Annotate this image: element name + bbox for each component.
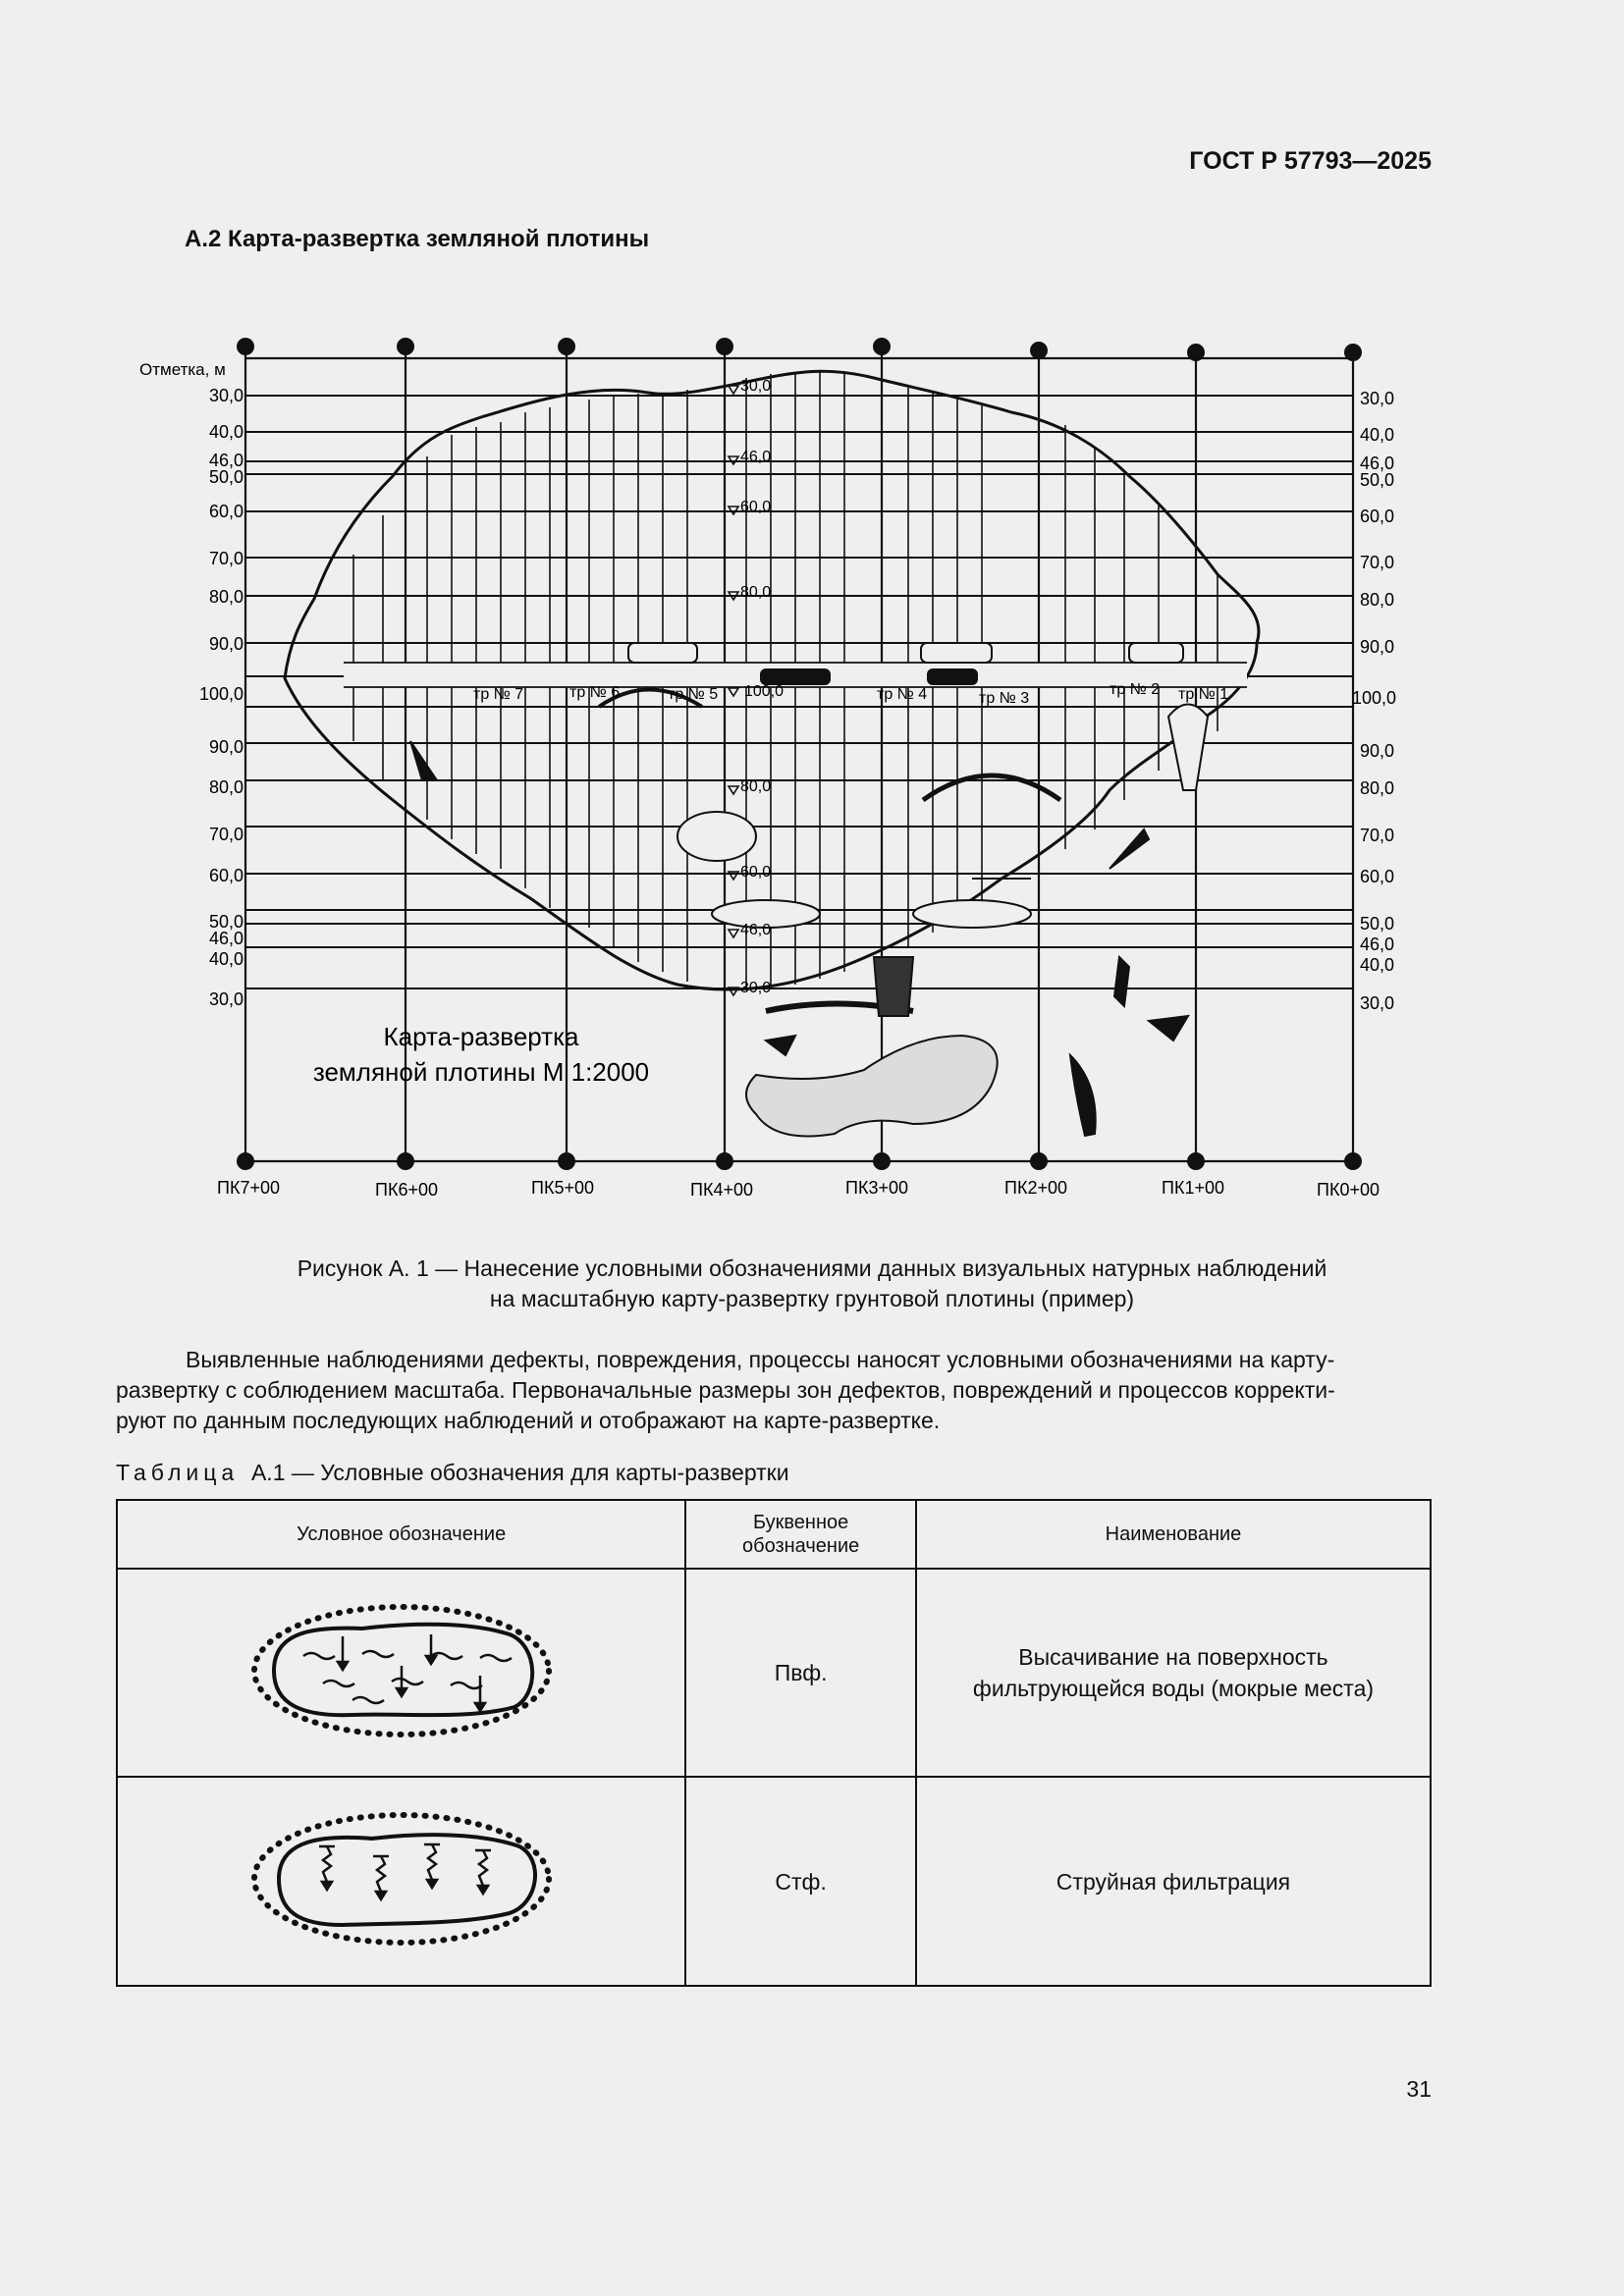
elev-right: 100,0: [1352, 688, 1397, 708]
jet-filtration-icon: [244, 1805, 559, 1952]
elev-left: 60,0: [208, 866, 244, 885]
name-cell: [916, 1569, 1431, 1777]
map-title: Карта-развертка: [383, 1022, 579, 1051]
name-line: Струйная фильтрация: [1056, 1868, 1291, 1895]
picket-label: ПК5+00: [531, 1178, 594, 1198]
body-paragraph-line: развертку с соблюдением масштаба. Первоначальные размеры зон дефектов, повреждений и процессов корректи-: [116, 1377, 1335, 1403]
elev-left: 50,0: [208, 467, 244, 487]
body-paragraph-line: руют по данным последующих наблюдений и отображают на карте-развертке.: [116, 1408, 941, 1433]
section-title: А.2 Карта-развертка земляной плотины: [185, 226, 650, 252]
picket-label: ПК1+00: [1162, 1178, 1224, 1198]
elev-right: 80,0: [1360, 778, 1395, 798]
elev-left: 40,0: [208, 949, 244, 969]
figure-caption: Рисунок А. 1 — Нанесение условными обозначениями данных визуальных натурных наблюдений: [297, 1255, 1327, 1281]
elev-right: 90,0: [1360, 741, 1395, 761]
code-cell: Стф.: [685, 1777, 916, 1986]
table-title-rest: А.1 — Условные обозначения для карты-развертки: [250, 1460, 789, 1485]
elev-left: 40,0: [208, 422, 244, 442]
elev-right: 60,0: [1360, 507, 1395, 526]
center-mark: 46,0: [740, 449, 772, 465]
seepage-wet-area-icon: [244, 1597, 559, 1744]
header-name: Наименование: [916, 1500, 1431, 1569]
tube-label: тр № 1: [1178, 686, 1229, 703]
picket-label: ПК0+00: [1317, 1180, 1380, 1200]
header-symbol: Условное обозначение: [117, 1500, 685, 1569]
header-code-line: Буквенное: [752, 1512, 849, 1533]
center-mark: 46,0: [740, 922, 772, 938]
picket-label: ПК6+00: [375, 1180, 438, 1200]
header-code-line: обозначение: [741, 1535, 860, 1557]
center-mark: 60,0: [740, 864, 772, 881]
tube-label: тр № 5: [668, 686, 719, 703]
elev-left: 70,0: [208, 825, 244, 844]
document-code: ГОСТ Р 57793—2025: [1189, 147, 1432, 175]
elev-left: 100,0: [198, 684, 244, 704]
elev-right: 70,0: [1360, 553, 1395, 572]
center-mark: 100,0: [744, 683, 785, 700]
center-mark: 80,0: [740, 778, 772, 795]
elev-left: 90,0: [208, 737, 244, 757]
name-line: Высачивание на поверхность: [1018, 1644, 1328, 1670]
picket-label: ПК3+00: [845, 1178, 908, 1198]
y-axis-title: Отметка, м: [139, 360, 226, 379]
legend-table: [116, 1499, 1432, 1987]
table-row: [117, 1777, 1431, 1986]
elev-left: 80,0: [208, 777, 244, 797]
page-number: 31: [1406, 2076, 1432, 2102]
table-title-word: Таблица: [116, 1460, 240, 1485]
map-title: земляной плотины М 1:2000: [312, 1057, 650, 1087]
tube-label: тр № 2: [1110, 681, 1161, 698]
elev-right: 70,0: [1360, 826, 1395, 845]
elev-left: 70,0: [208, 549, 244, 568]
elev-right: 60,0: [1360, 867, 1395, 886]
tube-label: тр № 7: [473, 686, 524, 703]
elev-left: 46,0: [208, 451, 244, 470]
center-mark: 30,0: [740, 980, 772, 996]
elev-left: 46,0: [208, 929, 244, 948]
name-cell: [916, 1777, 1431, 1986]
name-line: фильтрующейся воды (мокрые места): [972, 1676, 1375, 1701]
elev-right: 40,0: [1360, 425, 1395, 445]
picket-label: ПК4+00: [690, 1180, 753, 1200]
elev-right: 50,0: [1360, 914, 1395, 934]
elev-right: 46,0: [1360, 454, 1395, 473]
elev-right: 46,0: [1360, 934, 1395, 954]
symbol-cell: [117, 1569, 685, 1777]
code-cell: Пвф.: [685, 1569, 916, 1777]
elev-right: 80,0: [1360, 590, 1395, 610]
dam-map-figure: [128, 329, 1404, 1212]
table-title: [116, 1460, 789, 1486]
elev-right: 90,0: [1360, 637, 1395, 657]
elev-right: 30,0: [1360, 389, 1395, 408]
table-header-row: [117, 1500, 1431, 1569]
body-paragraph-line: Выявленные наблюдениями дефекты, повреждения, процессы наносят условными обозначениями на карту-: [186, 1347, 1335, 1372]
center-mark: 60,0: [740, 499, 772, 515]
center-mark: 80,0: [740, 584, 772, 601]
picket-label: ПК2+00: [1004, 1178, 1067, 1198]
elev-right: 30,0: [1360, 993, 1395, 1013]
elev-left: 60,0: [208, 502, 244, 521]
symbol-cell: [117, 1777, 685, 1986]
tube-label: тр № 4: [877, 686, 928, 703]
elev-left: 30,0: [208, 386, 244, 405]
picket-label: ПК7+00: [217, 1178, 280, 1198]
center-mark: 30,0: [740, 378, 772, 395]
header-code: [685, 1500, 916, 1569]
elev-right: 50,0: [1360, 470, 1395, 490]
table-row: [117, 1569, 1431, 1777]
tube-label: тр № 3: [979, 690, 1030, 707]
elev-left: 50,0: [208, 912, 244, 932]
elev-left: 90,0: [208, 634, 244, 654]
elev-right: 40,0: [1360, 955, 1395, 975]
elev-left: 80,0: [208, 587, 244, 607]
tube-label: тр № 6: [569, 684, 621, 701]
elev-left: 30,0: [208, 989, 244, 1009]
figure-caption: на масштабную карту-развертку грунтовой плотины (пример): [489, 1286, 1135, 1311]
